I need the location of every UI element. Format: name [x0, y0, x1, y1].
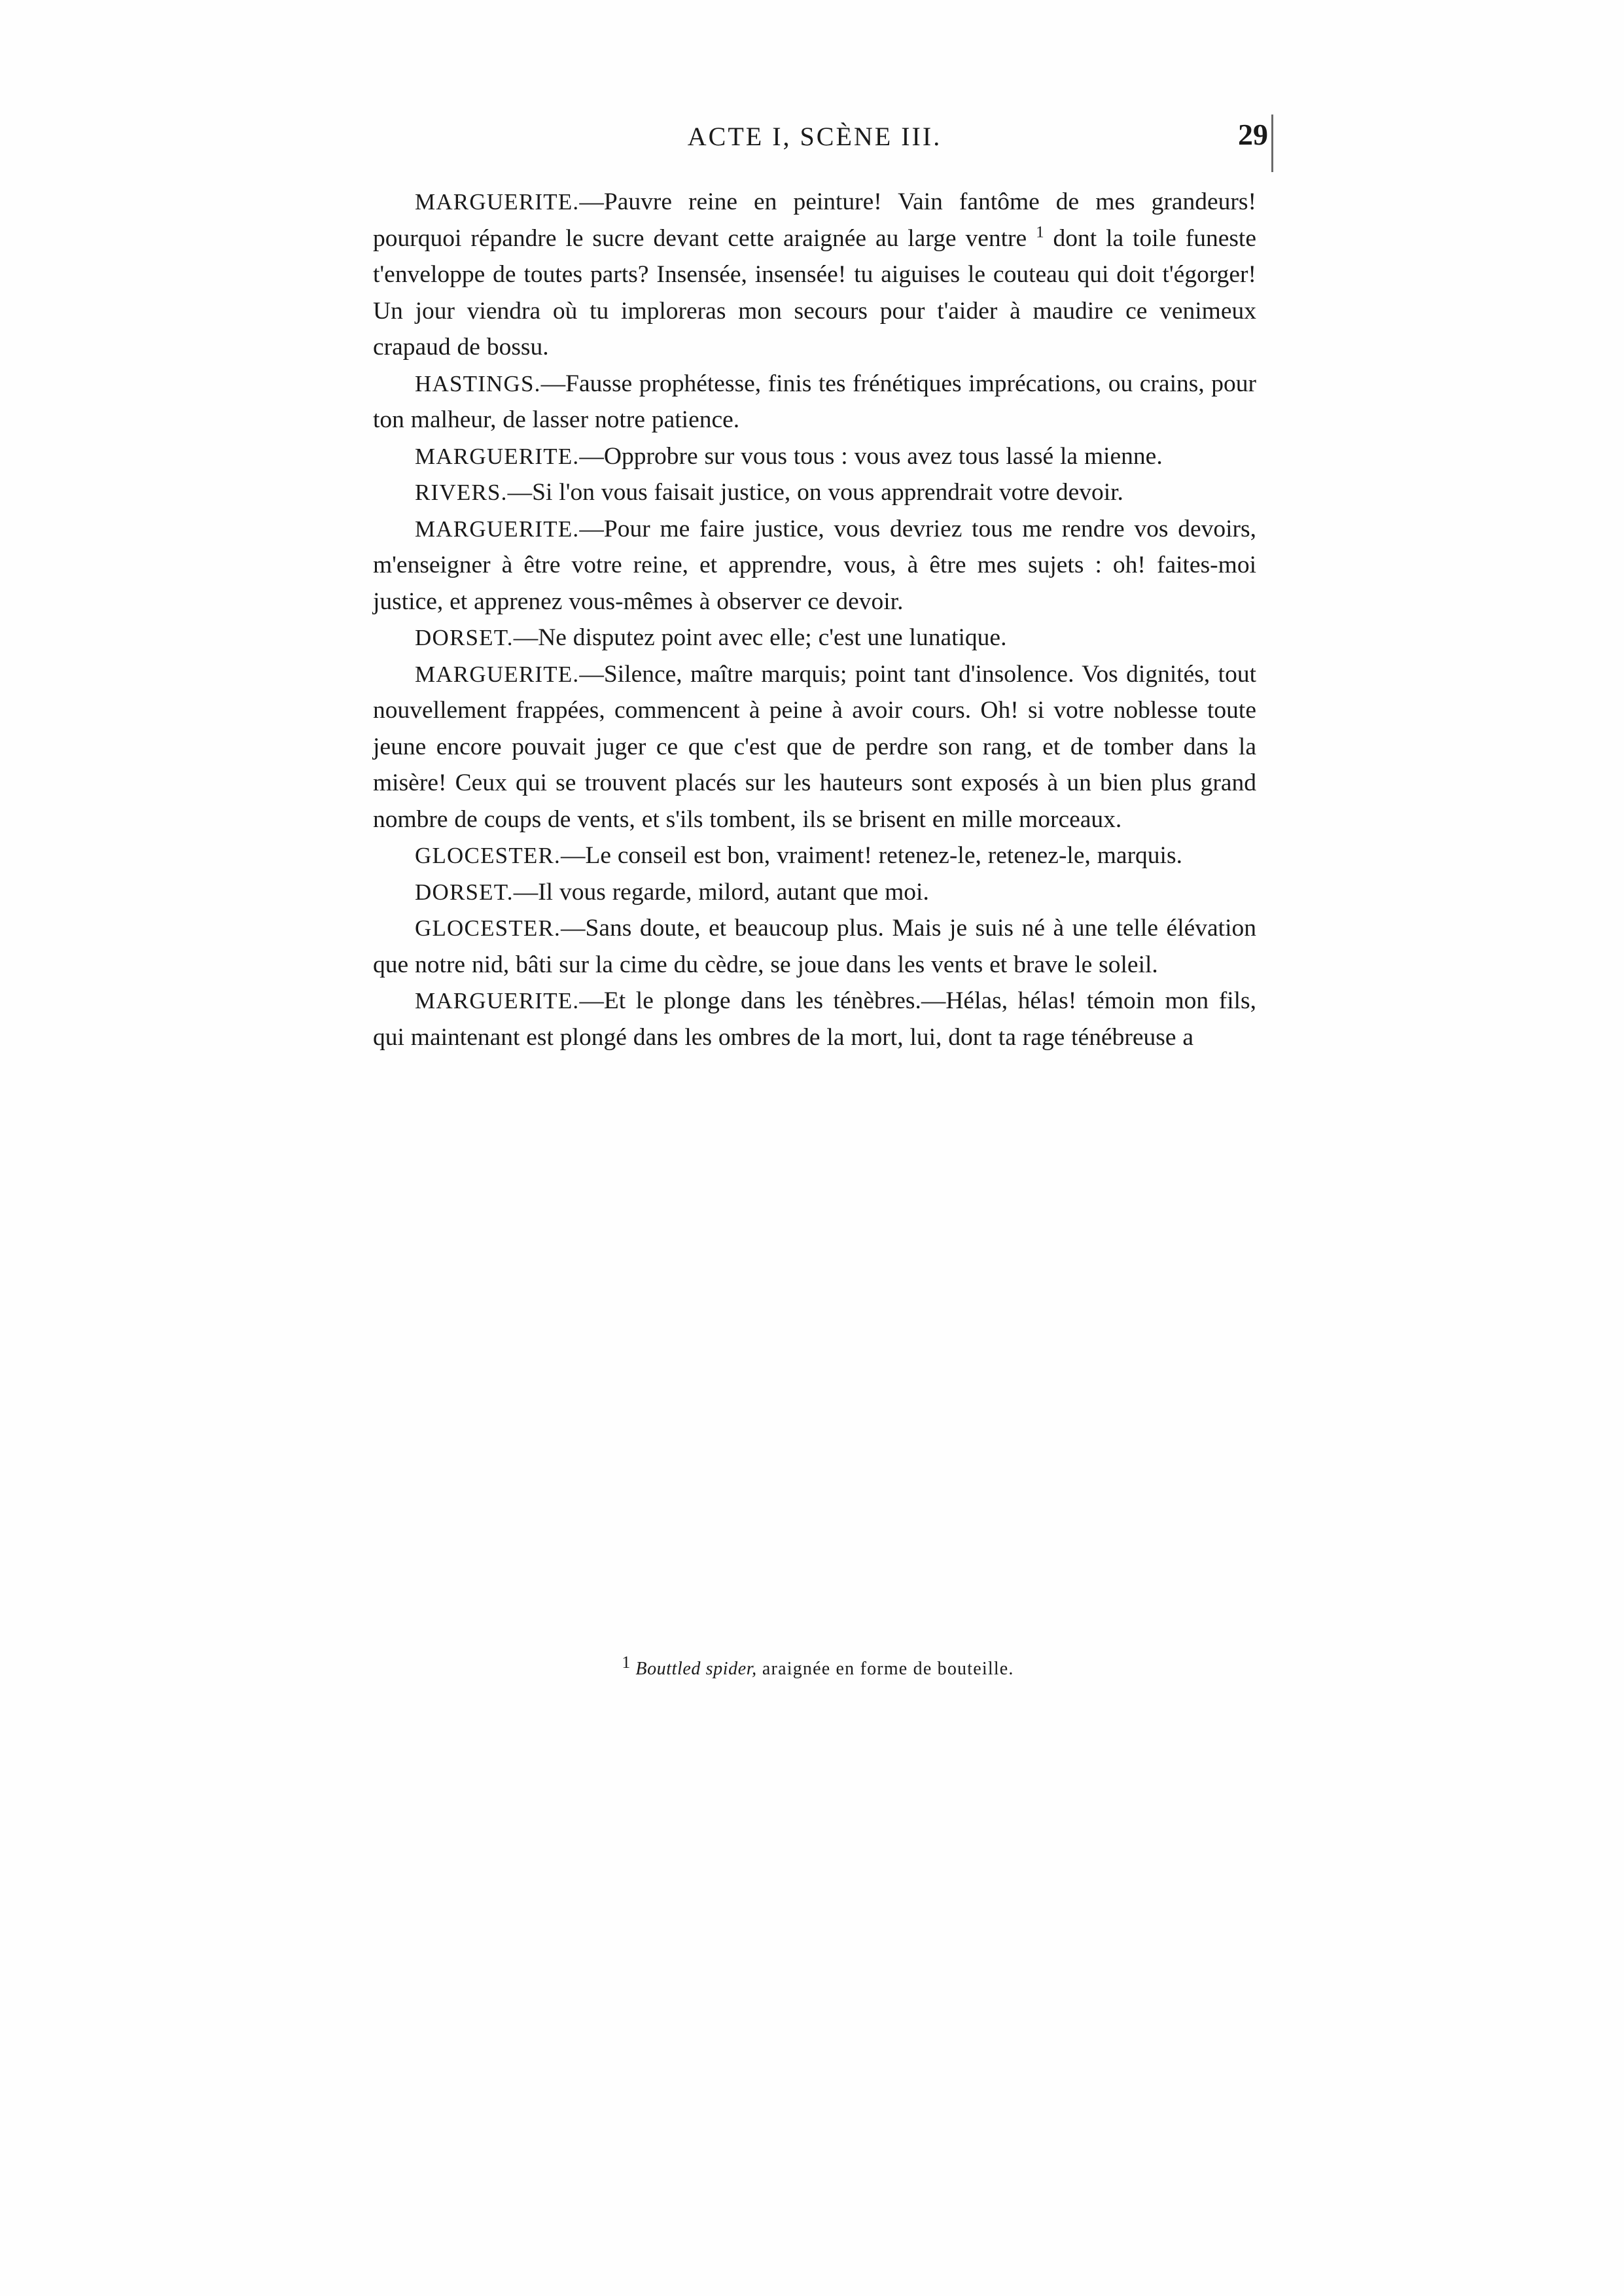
- speech-dash: —: [579, 442, 604, 470]
- speech-dash: —: [579, 188, 604, 215]
- page-header: [373, 118, 1268, 167]
- speech-paragraph: [373, 474, 1256, 511]
- speech-paragraph: [373, 983, 1256, 1055]
- speech-text: Ne disputez point avec elle; c'est une lunatique.: [538, 624, 1007, 651]
- page-text-column: [373, 118, 1268, 1055]
- footnote-source-term: Bouttled spider,: [635, 1659, 757, 1679]
- margin-rule: [1271, 115, 1273, 172]
- speaker-label: MARGUERITE.: [415, 443, 580, 469]
- speech-paragraph: [373, 838, 1256, 874]
- speech-text: Pour me faire justice, vous devriez tous me rendre vos devoirs, m'enseigner à être votre reine, et apprendre, vous, à être mes sujets : oh! faites-moi justice, et apprenez vous-mêmes à observer ce devoir.: [373, 515, 1256, 615]
- speech-paragraph: [373, 366, 1256, 438]
- speech-dash: —: [507, 479, 533, 506]
- footnote-reference: 1: [1036, 223, 1044, 241]
- speaker-label: GLOCESTER.: [415, 843, 561, 868]
- speech-text: Opprobre sur vous tous : vous avez tous lassé la mienne.: [603, 442, 1163, 470]
- page-number: 29: [1238, 118, 1268, 151]
- speech-paragraph: [373, 184, 1256, 366]
- speech-text: Fausse prophétesse, finis tes frénétiques imprécations, ou crains, pour ton malheur, de lasser notre patience.: [373, 370, 1256, 433]
- speech-paragraph: [373, 511, 1256, 620]
- speaker-label: GLOCESTER.: [415, 915, 561, 941]
- speech-paragraph: [373, 620, 1256, 656]
- speaker-label: MARGUERITE.: [415, 189, 580, 215]
- speech-paragraph: [373, 438, 1256, 475]
- footnote: [393, 1652, 1243, 1683]
- speaker-label: DORSET.: [415, 625, 514, 650]
- running-title: ACTE I, SCÈNE III.: [687, 122, 942, 151]
- speech-text: Il vous regarde, milord, autant que moi.: [538, 878, 929, 906]
- speaker-label: HASTINGS.: [415, 370, 541, 397]
- speech-dash: —: [560, 842, 586, 869]
- speech-paragraph: [373, 656, 1256, 838]
- speaker-label: MARGUERITE.: [415, 988, 580, 1014]
- speech-paragraph: [373, 910, 1256, 983]
- speech-dash: —: [579, 515, 604, 542]
- speaker-label: RIVERS.: [415, 480, 508, 505]
- speech-text: Et le plonge dans les ténèbres.—Hélas, hélas! témoin mon fils, qui maintenant est plongé dans les ombres de la mort, lui, dont ta rage ténébreuse a: [373, 987, 1256, 1051]
- speech-dash: —: [513, 624, 538, 651]
- speech-text: Le conseil est bon, vraiment! retenez-le, retenez-le, marquis.: [585, 842, 1182, 869]
- speaker-label: MARGUERITE.: [415, 516, 580, 542]
- speech-text: Silence, maître marquis; point tant d'insolence. Vos dignités, tout nouvellement frappées, commencent à peine à avoir cours. Oh! si votre noblesse toute jeune encore pouvait juger ce que c'est que de perdre son rang, et de tomber dans la misère! Ceux qui se trouvent placés sur les hauteurs sont exposés à un bien plus grand nombre de coups de vents, et s'ils tombent, ils se brisent en mille morceaux.: [373, 660, 1256, 833]
- speaker-label: MARGUERITE.: [415, 661, 580, 687]
- speech-paragraph: [373, 874, 1256, 911]
- speech-dash: —: [579, 987, 604, 1014]
- speech-dash: —: [579, 660, 604, 688]
- footnote-marker: 1: [622, 1652, 631, 1672]
- speech-text: Pauvre reine en peinture! Vain fantôme de mes grandeurs! pourquoi répandre le sucre devant cette araignée au large ventre: [373, 188, 1256, 252]
- speaker-label: DORSET.: [415, 879, 514, 905]
- speech-text: Sans doute, et beaucoup plus. Mais je suis né à une telle élévation que notre nid, bâti sur la cime du cèdre, se joue dans les vents et brave le soleil.: [373, 915, 1256, 978]
- footnote-gloss: araignée en forme de bouteille.: [756, 1659, 1014, 1679]
- speech-dash: —: [560, 915, 586, 942]
- speech-text-continued: dont la toile funeste t'enveloppe de toutes parts? Insensée, insensée! tu aiguises le couteau qui doit t'égorger! Un jour viendra où tu imploreras mon secours pour t'aider à maudire ce venimeux crapaud de bossu.: [373, 224, 1256, 361]
- speech-dash: —: [540, 370, 566, 397]
- speech-dash: —: [513, 878, 538, 906]
- speech-text: Si l'on vous faisait justice, on vous apprendrait votre devoir.: [532, 479, 1123, 506]
